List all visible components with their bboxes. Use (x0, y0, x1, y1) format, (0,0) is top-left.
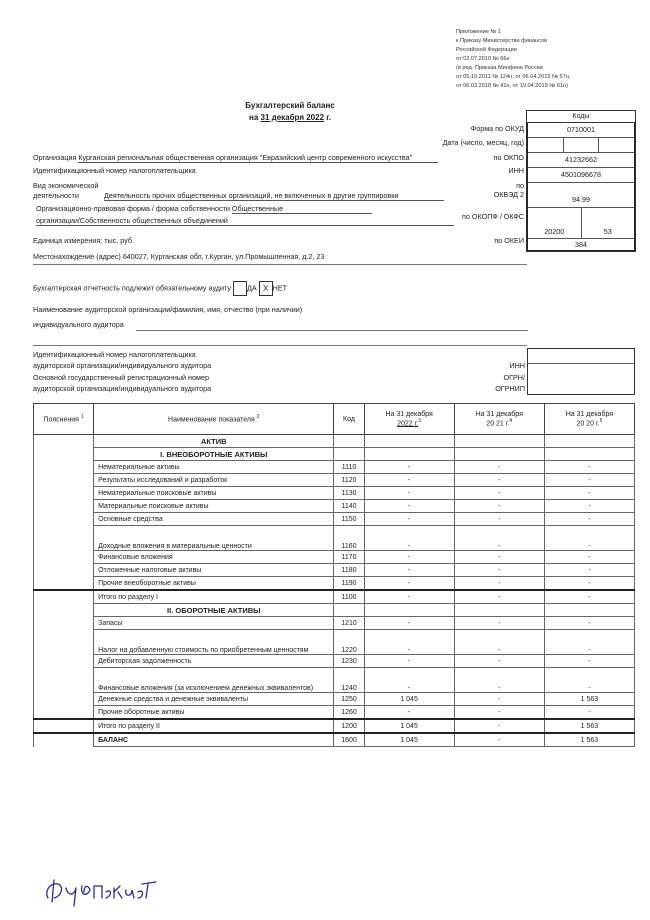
row-code: 1600 (334, 733, 364, 747)
value-2022: - (364, 500, 454, 513)
row-name: Прочие внеоборотные активы (94, 577, 334, 591)
value-2021: - (454, 500, 544, 513)
value-2020: - (544, 630, 634, 655)
explanation-cell (34, 526, 94, 551)
row-code: 1150 (334, 513, 364, 526)
value-2020: 1 563 (544, 693, 634, 706)
code-cell (334, 448, 364, 461)
value-2022: - (364, 706, 454, 720)
inn-value: 4501096678 (528, 168, 634, 183)
explanation-cell (34, 590, 94, 604)
row-code: 1130 (334, 487, 364, 500)
auditor-inn-code-label: ИНН (509, 361, 525, 370)
value-2021: - (454, 719, 544, 733)
table-row (34, 474, 635, 487)
explanation-cell (34, 513, 94, 526)
okopf-okfs-row (528, 208, 634, 239)
value-2020: - (544, 461, 634, 474)
value-2021: - (454, 630, 544, 655)
auditor-ogrn-code-label2: ОГРНИП (495, 384, 525, 393)
value-2020: - (544, 590, 634, 604)
value-2021: - (454, 564, 544, 577)
value-2022 (364, 604, 454, 617)
okopf-value: 20200 (528, 208, 582, 238)
activity-value: Деятельность прочих общественных организаций, не включенных в другие группировки (104, 191, 444, 201)
table-row (34, 617, 635, 630)
row-code: 1190 (334, 577, 364, 591)
table-header-row (34, 404, 635, 435)
auditor-ogrn-field[interactable] (528, 364, 634, 394)
org-name: Курганская региональная общественная организация "Евразийский центр современного искусства" (78, 153, 438, 163)
value-2021 (454, 604, 544, 617)
row-code: 1210 (334, 617, 364, 630)
row-code: 1170 (334, 551, 364, 564)
value-2022: - (364, 590, 454, 604)
audit-question: Бухгалтерская отчетность подлежит обязательному аудиту (33, 283, 231, 293)
row-code: 1140 (334, 500, 364, 513)
section-heading: АКТИВ (94, 435, 334, 448)
value-2020: - (544, 500, 634, 513)
row-name: Результаты исследований и разработок (94, 474, 334, 487)
value-2020: - (544, 526, 634, 551)
row-name: Финансовые вложения (за исключением денежных эквивалентов) (94, 668, 334, 693)
table-row (34, 487, 635, 500)
row-name: Нематериальные активы (94, 461, 334, 474)
explanation-cell (34, 448, 94, 461)
legal-form-value2: организации/Собственность общественных объединений (36, 216, 454, 226)
row-name: Дебиторская задолженность (94, 655, 334, 668)
okud-label: Форма по ОКУД (470, 124, 524, 133)
row-name: Запасы (94, 617, 334, 630)
table-row (34, 719, 635, 733)
org-label: Организация (33, 153, 77, 162)
table-row (34, 668, 635, 693)
row-name: Материальные поисковые активы (94, 500, 334, 513)
value-2021: - (454, 474, 544, 487)
audit-no-label: НЕТ (272, 283, 288, 293)
value-2021: - (454, 706, 544, 720)
title-date: 31 декабря 2022 (260, 113, 325, 122)
row-name: Налог на добавленную стоимость по приобретенным ценностям (94, 630, 334, 655)
row-code: 1100 (334, 590, 364, 604)
value-2021 (454, 435, 544, 448)
address-label: Местонахождение (адрес) (33, 252, 121, 261)
explanation-cell (34, 435, 94, 448)
row-name: Отложенные налоговые активы (94, 564, 334, 577)
auditor-inn-field[interactable] (528, 349, 634, 364)
row-code: 1260 (334, 706, 364, 720)
table-row (34, 733, 635, 747)
value-2020: - (544, 655, 634, 668)
explanation-cell (34, 617, 94, 630)
explanation-cell (34, 668, 94, 693)
address-underline (33, 264, 527, 265)
row-code: 1160 (334, 526, 364, 551)
value-2022: - (364, 461, 454, 474)
auditor-ogrn-code-label1: ОГРН/ (503, 373, 525, 382)
row-name: Нематериальные поисковые активы (94, 487, 334, 500)
explanation-cell (34, 474, 94, 487)
row-code: 1180 (334, 564, 364, 577)
explanation-cell (34, 706, 94, 720)
value-2021: - (454, 551, 544, 564)
value-2022: 1 045 (364, 693, 454, 706)
value-2021: - (454, 487, 544, 500)
value-2022: - (364, 668, 454, 693)
col-name: Наименование показателя $^2$ (94, 404, 334, 435)
date-month-cell[interactable] (564, 138, 600, 152)
org-row (33, 153, 463, 163)
auditor-ogrn-label2: аудиторской организации/индивидуального аудитора (33, 384, 212, 393)
auditor-inn-label2: аудиторской организации/индивидуального аудитора (33, 361, 212, 370)
row-code: 1240 (334, 668, 364, 693)
date-value[interactable] (528, 138, 634, 153)
row-name: Доходные вложения в материальные ценности (94, 526, 334, 551)
title-line2 (190, 112, 390, 124)
section1-heading-row (34, 448, 635, 461)
table-row (34, 500, 635, 513)
appendix-line: от 05.10.2011 № 124н, от 06.04.2015 № 57н, (456, 74, 571, 80)
activity-label1: Вид экономической (33, 181, 99, 190)
value-2021 (454, 448, 544, 461)
value-2021: - (454, 526, 544, 551)
okfs-value: 53 (603, 227, 612, 236)
col-explanations: Пояснения $^1$ (34, 404, 94, 435)
table-row (34, 693, 635, 706)
auditor-divider (33, 345, 527, 346)
row-name: БАЛАНС (94, 733, 334, 747)
appendix-line: к Приказу Министерства финансов (456, 38, 548, 44)
explanation-cell (34, 461, 94, 474)
date-year-cell[interactable] (599, 138, 634, 152)
auditor-name-field[interactable] (136, 330, 528, 331)
appendix-line: от 06.03.2018 № 41н, от 19.04.2019 № 61н) (456, 83, 569, 89)
value-2020: - (544, 617, 634, 630)
col-code: Код (334, 404, 364, 435)
table-row (34, 513, 635, 526)
activity-label2: деятельности (33, 191, 79, 200)
address-row (33, 252, 324, 261)
value-2020 (544, 448, 634, 461)
value-2022: - (364, 526, 454, 551)
table-row (34, 577, 635, 591)
explanation-cell (34, 487, 94, 500)
row-code: 1230 (334, 655, 364, 668)
auditor-name-label1: Наименование аудиторской организации/фамилия, имя, отчество (при наличии) (33, 305, 303, 314)
asset-heading-row (34, 435, 635, 448)
value-2022: - (364, 564, 454, 577)
value-2020: - (544, 474, 634, 487)
auditor-name-label2: индивидуального аудитора (33, 320, 124, 329)
table-row (34, 706, 635, 720)
okud-value: 0710001 (528, 123, 634, 138)
legal-form-value1: Общественные (232, 204, 372, 214)
explanation-cell (34, 577, 94, 591)
col-2022: На 31 декабря 2022 г.$^3$ (364, 404, 454, 435)
value-2021: - (454, 733, 544, 747)
title-prefix: на (248, 113, 259, 122)
title-suffix: г. (326, 113, 332, 122)
audit-yes-label: ДА (246, 283, 257, 293)
value-2022: - (364, 617, 454, 630)
section-heading: I. ВНЕОБОРОТНЫЕ АКТИВЫ (94, 448, 334, 461)
unit-label: Единица измерения: тыс. руб. (33, 236, 134, 245)
section2-heading-row (34, 604, 635, 617)
row-name: Итого по разделу I (94, 590, 334, 604)
table-row (34, 461, 635, 474)
explanation-cell (34, 693, 94, 706)
table-row (34, 526, 635, 551)
value-2020: 1 563 (544, 719, 634, 733)
table-row (34, 564, 635, 577)
audit-row (33, 281, 287, 296)
section-heading: II. ОБОРОТНЫЕ АКТИВЫ (94, 604, 334, 617)
legal-form-label: Организационно-правовая форма / форма собственности (36, 204, 230, 213)
appendix-line: (в ред. Приказа Минфина России (456, 65, 543, 71)
okpo-label: по ОКПО (493, 153, 524, 162)
code-cell (334, 435, 364, 448)
appendix-note (456, 28, 646, 91)
date-day-cell[interactable] (528, 138, 564, 152)
col-2020: На 31 декабря 20 20 г.$^5$ (544, 404, 634, 435)
value-2021: - (454, 590, 544, 604)
appendix-line: Приложение № 1 (456, 29, 502, 35)
col-2021: На 31 декабря 20 21 г.$^4$ (454, 404, 544, 435)
auditor-ogrn-label1: Основной государственный регистрационный номер (33, 373, 209, 382)
signature-stroke (47, 880, 156, 906)
okved-label1: по (516, 181, 524, 190)
explanation-cell (34, 500, 94, 513)
value-2020: - (544, 487, 634, 500)
row-name: Денежные средства и денежные эквиваленты (94, 693, 334, 706)
okei-value: 384 (575, 240, 587, 249)
okved-label2: ОКВЭД 2 (493, 190, 524, 199)
inn-label: Идентификационный номер налогоплательщика (33, 166, 196, 175)
row-code: 1220 (334, 630, 364, 655)
value-2021: - (454, 461, 544, 474)
address-value: 640027, Курганская обл, г.Курган, ул.Промышленная, д.2, 23 (122, 252, 325, 261)
date-label: Дата (число, месяц, год) (442, 138, 524, 147)
okved-value: 94.99 (528, 183, 634, 208)
okei-label: по ОКЕИ (494, 236, 524, 245)
value-2021: - (454, 617, 544, 630)
row-code: 1200 (334, 719, 364, 733)
value-2020: - (544, 564, 634, 577)
codes-box (526, 110, 636, 252)
appendix-line: Российской Федерации (456, 47, 517, 53)
signature (40, 870, 170, 910)
legal-form-row (36, 204, 372, 214)
audit-no-checkbox[interactable]: X (259, 281, 273, 296)
codes-header: Коды (527, 111, 635, 123)
row-code: 1250 (334, 693, 364, 706)
value-2020: 1 563 (544, 733, 634, 747)
value-2022: 1 045 (364, 719, 454, 733)
audit-yes-checkbox[interactable] (233, 281, 247, 296)
value-2022: - (364, 577, 454, 591)
table-row (34, 551, 635, 564)
value-2022: - (364, 513, 454, 526)
auditor-codes-box (527, 348, 635, 395)
table-row (34, 590, 635, 604)
value-2022: 1 045 (364, 733, 454, 747)
value-2022: - (364, 630, 454, 655)
okopf-label: по ОКОПФ / ОКФС (462, 212, 524, 221)
appendix-line: от 02.07.2010 № 66н (456, 56, 510, 62)
explanation-cell (34, 733, 94, 747)
explanation-cell (34, 551, 94, 564)
row-name: Итого по разделу II (94, 719, 334, 733)
row-name: Основные средства (94, 513, 334, 526)
table-row (34, 630, 635, 655)
explanation-cell (34, 719, 94, 733)
value-2022: - (364, 655, 454, 668)
value-2022 (364, 435, 454, 448)
explanation-cell (34, 655, 94, 668)
value-2020 (544, 435, 634, 448)
inn-code-label: ИНН (508, 166, 524, 175)
value-2021: - (454, 655, 544, 668)
value-2020: - (544, 551, 634, 564)
value-2020: - (544, 668, 634, 693)
table-row (34, 655, 635, 668)
title-line1: Бухгалтерский баланс (245, 101, 335, 110)
value-2021: - (454, 577, 544, 591)
row-name: Прочие оборотные активы (94, 706, 334, 720)
row-name: Финансовые вложения (94, 551, 334, 564)
balance-table (33, 403, 635, 747)
value-2022: - (364, 474, 454, 487)
row-code: 1110 (334, 461, 364, 474)
value-2022: - (364, 487, 454, 500)
value-2020 (544, 604, 634, 617)
explanation-cell (34, 604, 94, 617)
document-title (190, 100, 390, 124)
value-2021: - (454, 693, 544, 706)
row-code: 1120 (334, 474, 364, 487)
value-2020: - (544, 577, 634, 591)
value-2020: - (544, 706, 634, 720)
value-2022 (364, 448, 454, 461)
code-cell (334, 604, 364, 617)
value-2021: - (454, 513, 544, 526)
value-2020: - (544, 513, 634, 526)
okpo-value: 41232662 (528, 153, 634, 168)
value-2022: - (364, 551, 454, 564)
value-2021: - (454, 668, 544, 693)
explanation-cell (34, 564, 94, 577)
auditor-inn-label1: Идентификационный номер налогоплательщика (33, 350, 196, 359)
explanation-cell (34, 630, 94, 655)
